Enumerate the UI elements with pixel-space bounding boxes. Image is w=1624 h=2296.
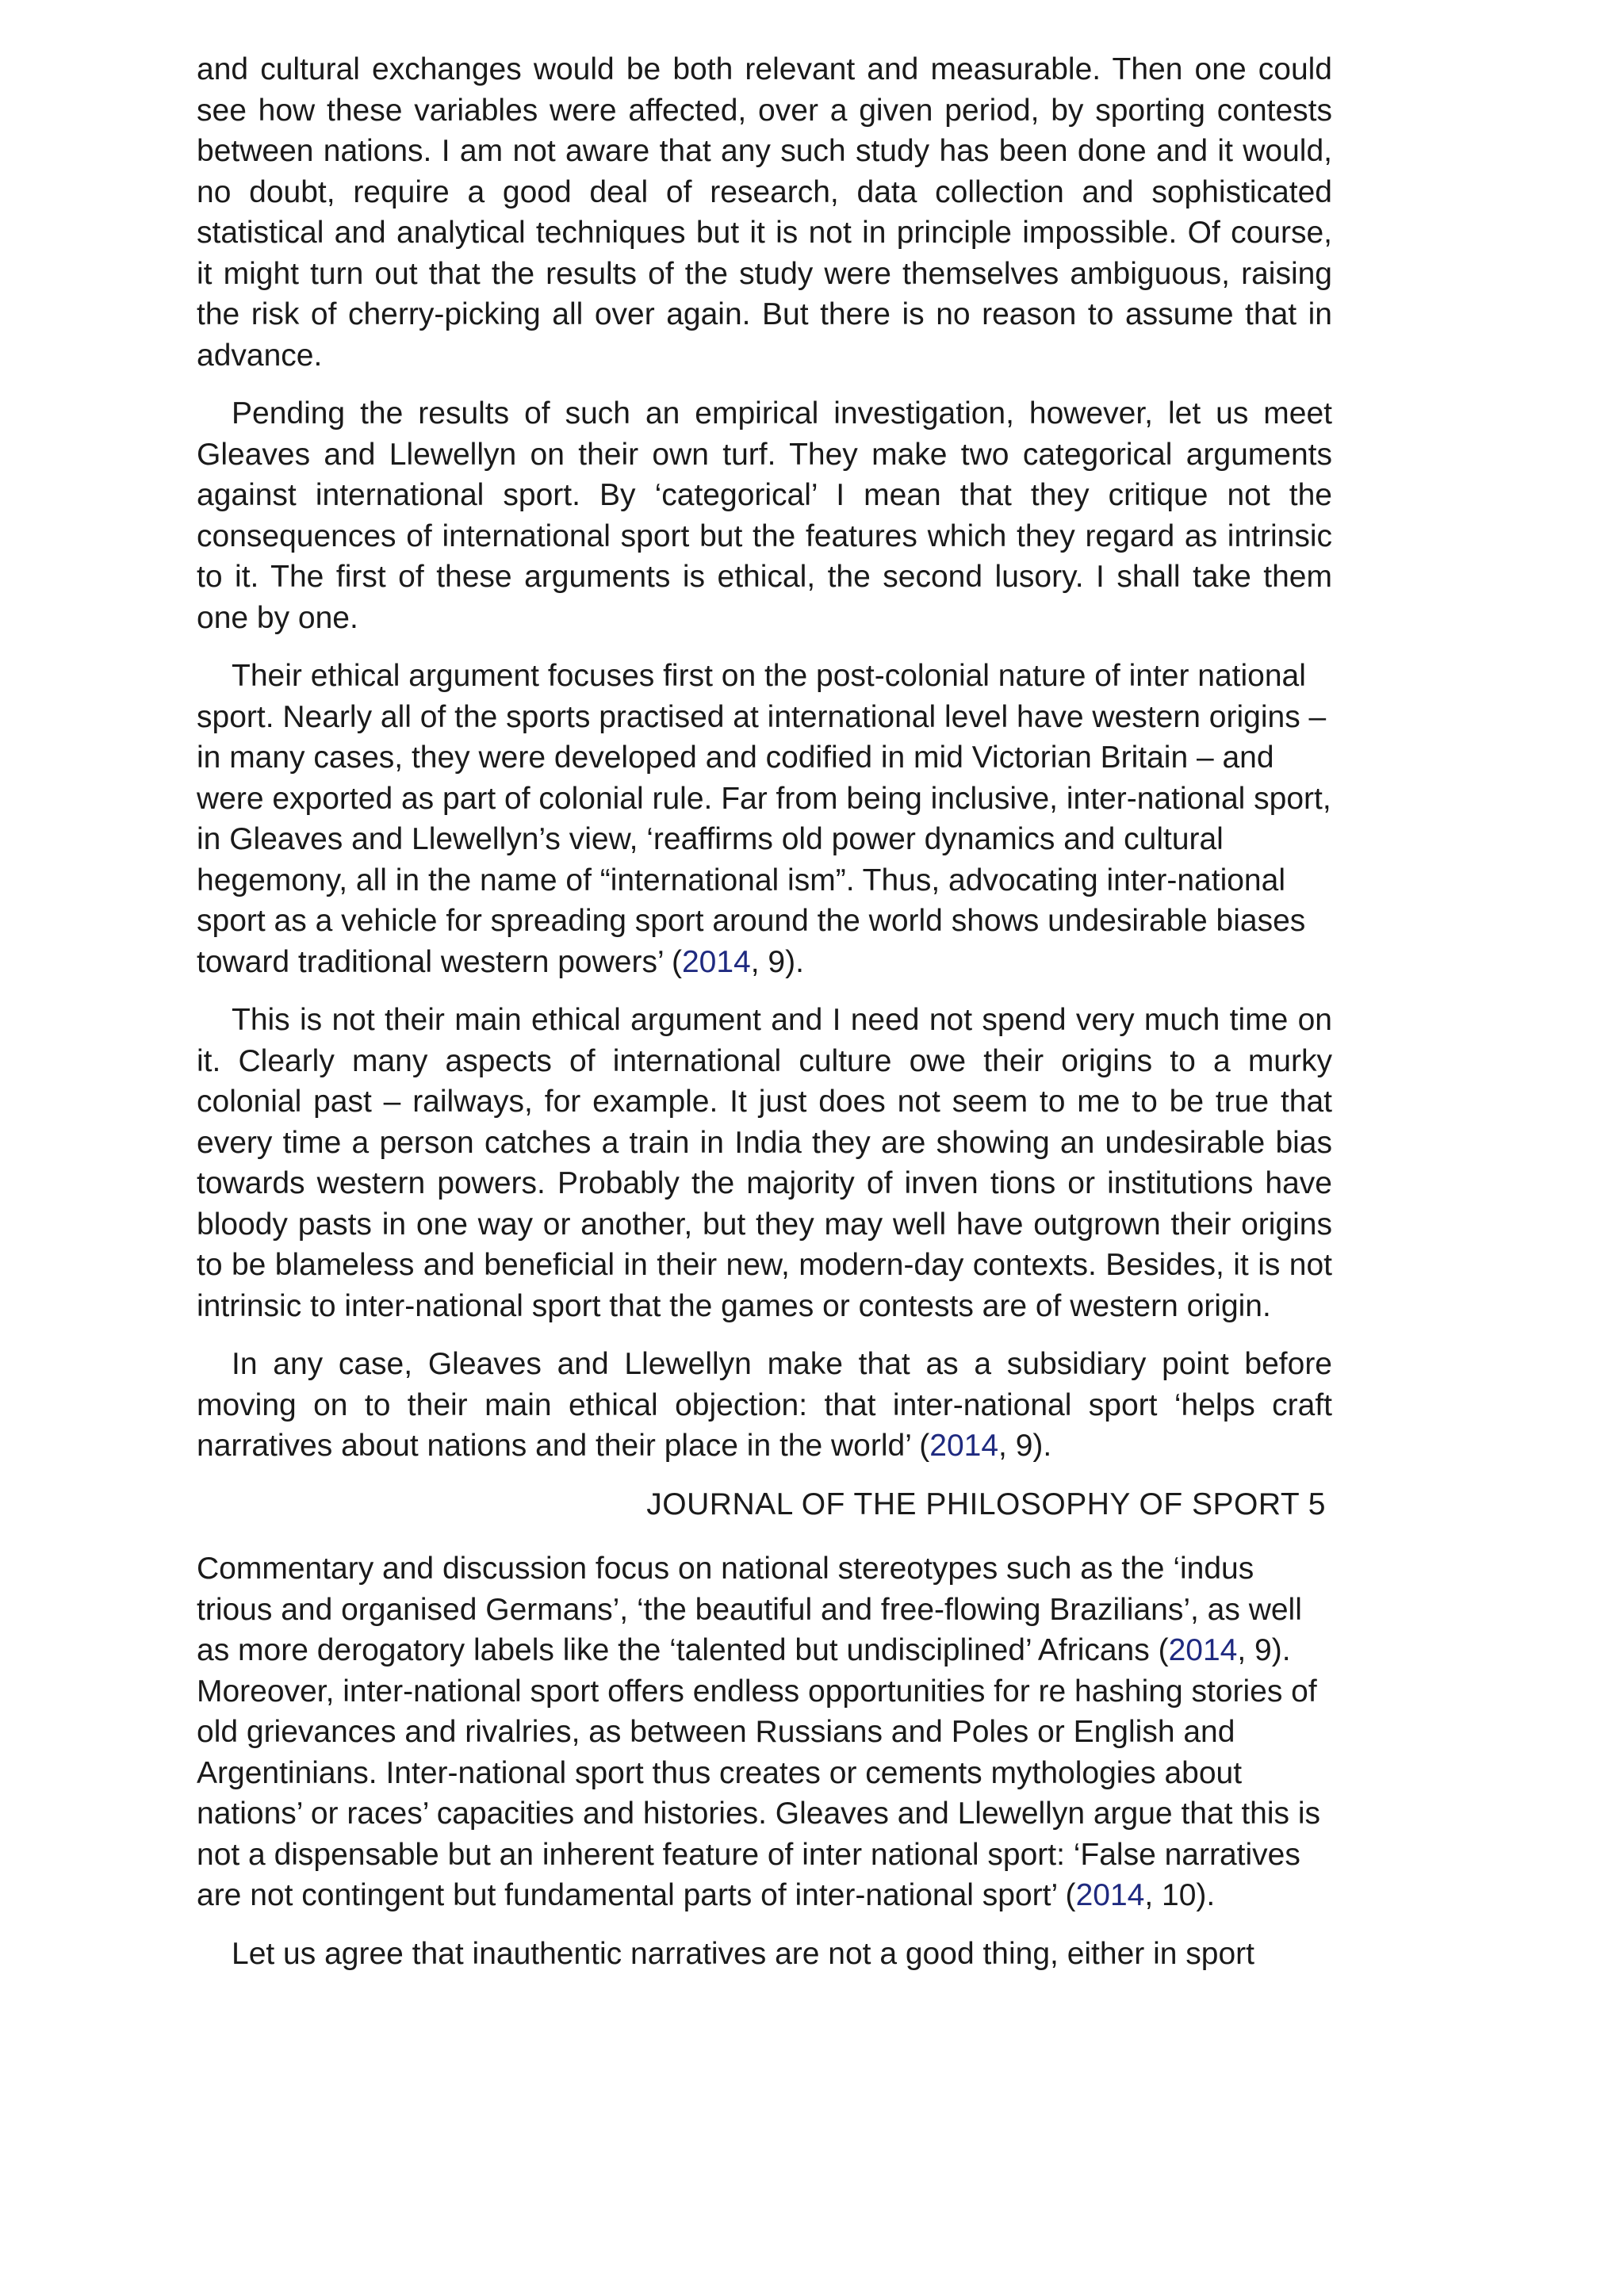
paragraph-5-text-b: , 9). [998,1429,1052,1463]
paragraph-6-text-a: Commentary and discussion focus on national stereotypes such as the ‘indus trious and organised Germans’, ‘the beautiful and free-flowing Brazilians’, as well as more derogatory labels like the ‘talented but undisciplined’ Africans ( [197,1552,1302,1667]
document-page [197,49,1332,1992]
paragraph-6-text-b: , 9). Moreover, inter-national sport offers endless opportunities for re hashing stories of old grievances and rivalries, as between Russians and Poles or English and Argentinians. Inter-national sport thus creates or cements mythologies about nations’ or races’ capacities and histories. Gleaves and Llewellyn argue that this is not a dispensable but an inherent feature of inter national sport: ‘False narratives are not contingent but fundamental parts of inter-national sport’ ( [197,1633,1321,1912]
running-head: JOURNAL OF THE PHILOSOPHY OF SPORT 5 [646,1487,1326,1521]
paragraph-3-text-b: , 9). [750,944,804,979]
paragraph-6-text-c: , 10). [1144,1878,1216,1912]
paragraph-5 [197,1344,1332,1467]
paragraph-5-text-a: In any case, Gleaves and Llewellyn make that as a subsidiary point before moving on to their main ethical objection: that inter-national sport ‘helps craft narratives about nations and their place in the world’ ( [197,1347,1332,1463]
paragraph-4: This is not their main ethical argument and I need not spend very much time on it. Clearly many aspects of international culture owe their origins to a murky colonial past – railways, for example. It just does not seem to me to be true that every time a person catches a train in India they are showing an undesirable bias towards western powers. Probably the majority of inven tions or institutions have bloody pasts in one way or another, but they may well have outgrown their origins to be blameless and beneficial in their new, modern-day contexts. Besides, it is not intrinsic to inter-national sport that the games or contests are of western origin. [197,1003,1332,1323]
paragraph-6 [197,1548,1332,1916]
paragraph-1: and cultural exchanges would be both relevant and measurable. Then one could see how these variables were affected, over a given period, by sporting contests between nations. I am not aware that any such study has been done and it would, no doubt, require a good deal of research, data collection and sophisticated statistical and analytical techniques but it is not in principle impossible. Of course, it might turn out that the results of the study were themselves ambiguous, raising the risk of cherry-picking all over again. But there is no reason to assume that in advance. [197,52,1332,373]
citation-link[interactable]: 2014 [929,1429,999,1463]
paragraph-7: Let us agree that inauthentic narratives are not a good thing, either in sport [232,1936,1254,1971]
paragraph-2: Pending the results of such an empirical investigation, however, let us meet Gleaves and Llewellyn on their own turf. They make two categorical arguments against international sport. By ‘categorical’ I mean that they critique not the consequences of international sport but the features which they regard as intrinsic to it. The first of these arguments is ethical, the second lusory. I shall take them one by one. [197,396,1332,635]
paragraph-3 [197,656,1332,982]
citation-link[interactable]: 2014 [681,944,751,979]
citation-link[interactable]: 2014 [1075,1878,1145,1912]
paragraph-3-text-a: Their ethical argument focuses first on the post-colonial nature of inter national sport. Nearly all of the sports practised at international level have western origins – in many cases, they were developed and codified in mid Victorian Britain – and were exported as part of colonial rule. Far from being inclusive, inter-national sport, in Gleaves and Llewellyn’s view, ‘reaffirms old power dynamics and cultural hegemony, all in the name of “international ism”. Thus, advocating inter-national sport as a vehicle for spreading sport around the world shows undesirable biases toward traditional western powers’ ( [197,659,1331,979]
citation-link[interactable]: 2014 [1168,1633,1238,1667]
